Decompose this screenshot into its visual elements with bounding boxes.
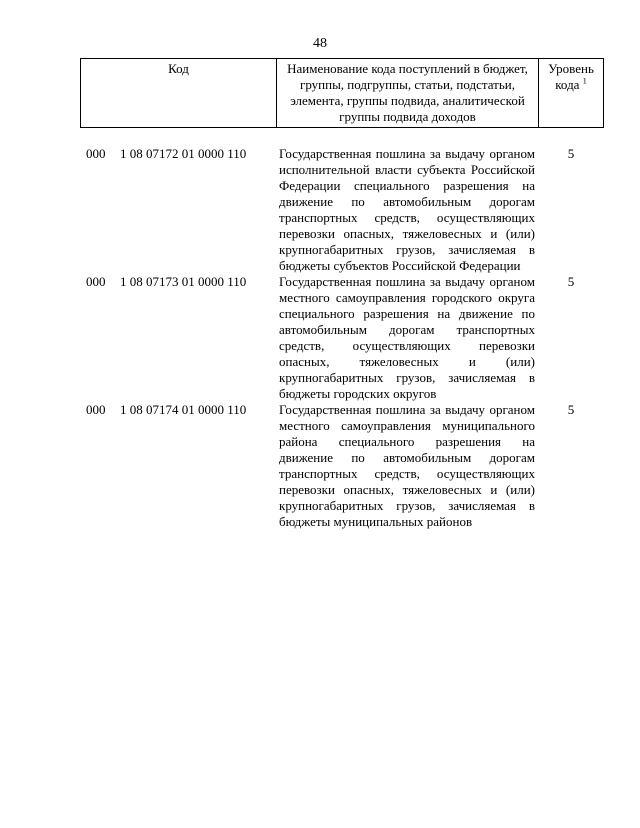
row-admin-code: 000 <box>86 402 106 417</box>
header-name: Наименование кода поступлений в бюджет, группы, подгруппы, статьи, подстатьи, элемента, группы подвида, аналитической группы подвида доходов <box>277 59 539 127</box>
table-row <box>80 274 604 402</box>
header-level <box>539 59 603 127</box>
table-header <box>80 58 604 128</box>
row-admin-code: 000 <box>86 274 106 289</box>
header-level-footnote: 1 <box>582 76 587 86</box>
row-level: 5 <box>567 274 575 289</box>
header-level-label: Уровень кода <box>548 61 594 92</box>
row-code: 1 08 07173 01 0000 110 <box>120 274 247 289</box>
row-code: 1 08 07174 01 0000 110 <box>120 402 247 417</box>
table-row <box>80 146 604 274</box>
row-name: Государственная пошлина за выдачу органом местного самоуправления муниципального района специального разрешения на движение по автомобильным дорогам транспортных средств, осуществляющих перевозки опасных, тяжеловесных и (или) крупногабаритных грузов, зачисляемая в бюджеты муниципальных районов <box>279 402 535 529</box>
row-code: 1 08 07172 01 0000 110 <box>120 146 247 161</box>
table-row <box>80 402 604 530</box>
row-name: Государственная пошлина за выдачу органом местного самоуправления городского округа специального разрешения на движение по автомобильным дорогам транспортных средств, осуществляющих перевозки опасных, тяжеловесных и (или) крупногабаритных грузов, зачисляемая в бюджеты городских округов <box>279 274 535 401</box>
row-level: 5 <box>567 146 575 161</box>
row-name: Государственная пошлина за выдачу органом исполнительной власти субъекта Российской Федерации специального разрешения на движение по автомобильным дорогам транспортных средств, осуществляющих перевозки опасных, тяжеловесных и (или) крупногабаритных грузов, зачисляемая в бюджеты субъектов Российской Федерации <box>279 146 535 273</box>
row-level: 5 <box>567 402 575 417</box>
header-code: Код <box>81 59 277 127</box>
page-number: 48 <box>313 36 327 51</box>
table-body <box>80 146 604 530</box>
row-admin-code: 000 <box>86 146 106 161</box>
